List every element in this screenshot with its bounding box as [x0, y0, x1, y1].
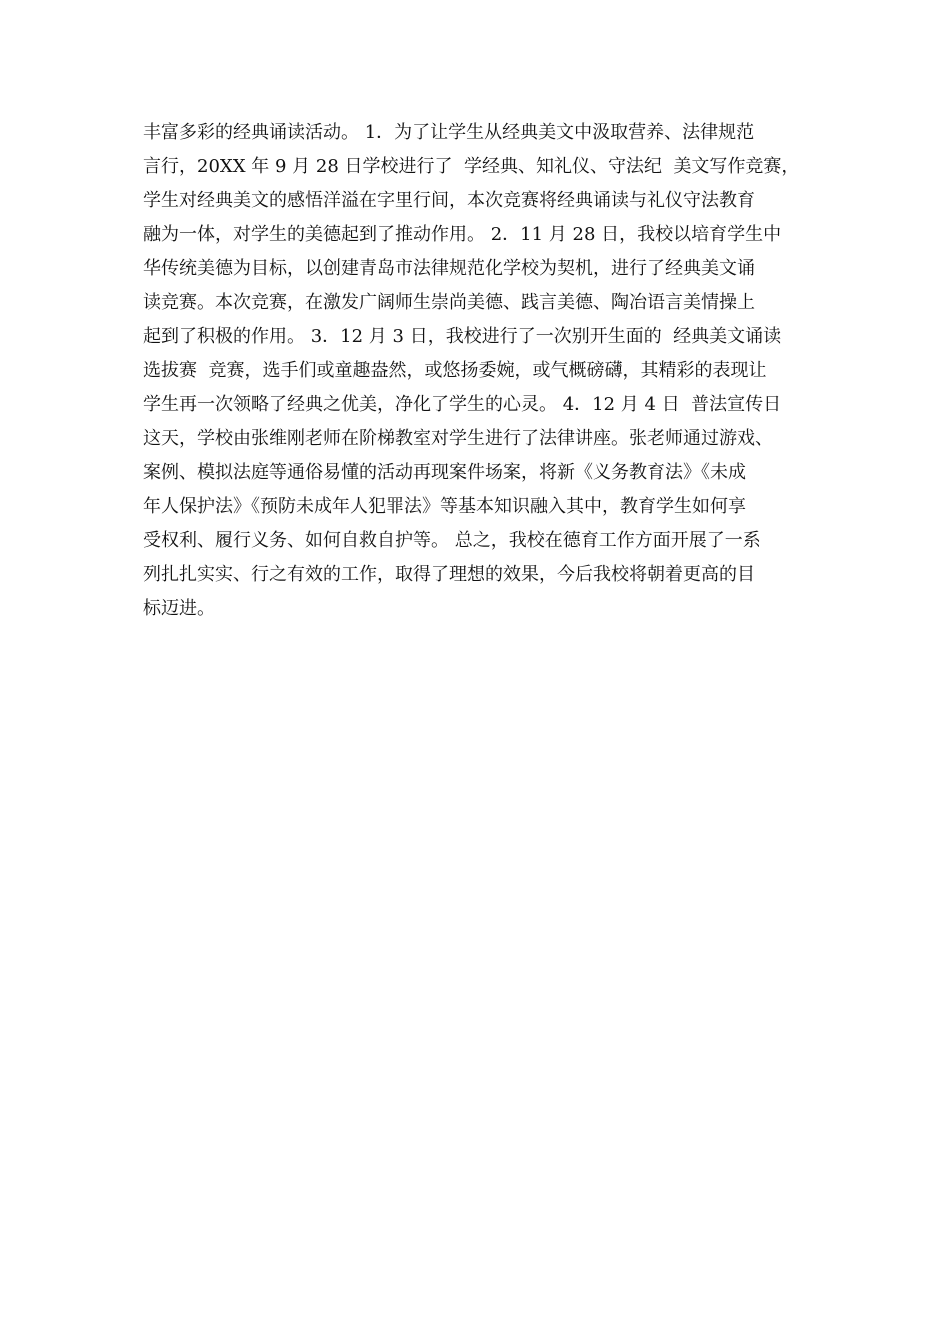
text-line: 列扎扎实实、行之有效的工作，取得了理想的效果，今后我校将朝着更高的目 — [143, 564, 755, 585]
text-line: 标迈进。 — [143, 598, 215, 619]
text-line: 融为一体，对学生的美德起到了推动作用。 2．11 月 28 日，我校以培育学生中 — [143, 224, 782, 245]
text-line: 学生再一次领略了经典之优美，净化了学生的心灵。 4．12 月 4 日 普法宣传日 — [143, 394, 782, 415]
text-line: 案例、模拟法庭等通俗易懂的活动再现案件场案，将新《义务教育法》《未成 — [143, 462, 746, 483]
text-line: 学生对经典美文的感悟洋溢在字里行间，本次竞赛将经典诵读与礼仪守法教育 — [143, 190, 755, 211]
text-line: 起到了积极的作用。 3．12 月 3 日，我校进行了一次别开生面的 经典美文诵读 — [143, 326, 782, 347]
text-line: 年人保护法》《预防未成年人犯罪法》等基本知识融入其中，教育学生如何享 — [143, 496, 746, 517]
text-line: 选拔赛 竞赛，选手们或童趣盎然，或悠扬委婉，或气概磅礴，其精彩的表现让 — [143, 360, 767, 381]
text-line: 华传统美德为目标，以创建青岛市法律规范化学校为契机，进行了经典美文诵 — [143, 258, 755, 279]
text-line: 受权利、履行义务、如何自救自护等。 总之，我校在德育工作方面开展了一系 — [143, 530, 761, 551]
body-paragraph — [143, 116, 813, 626]
text-line: 读竞赛。本次竞赛，在激发广阔师生崇尚美德、践言美德、陶冶语言美情操上 — [143, 292, 755, 313]
text-line: 这天，学校由张维刚老师在阶梯教室对学生进行了法律讲座。张老师通过游戏、 — [143, 428, 773, 449]
text-line: 丰富多彩的经典诵读活动。 1．为了让学生从经典美文中汲取营养、法律规范 — [143, 122, 755, 143]
text-line: 言行，20XX 年 9 月 28 日学校进行了 学经典、知礼仪、守法纪 美文写作竞赛， — [143, 156, 800, 177]
